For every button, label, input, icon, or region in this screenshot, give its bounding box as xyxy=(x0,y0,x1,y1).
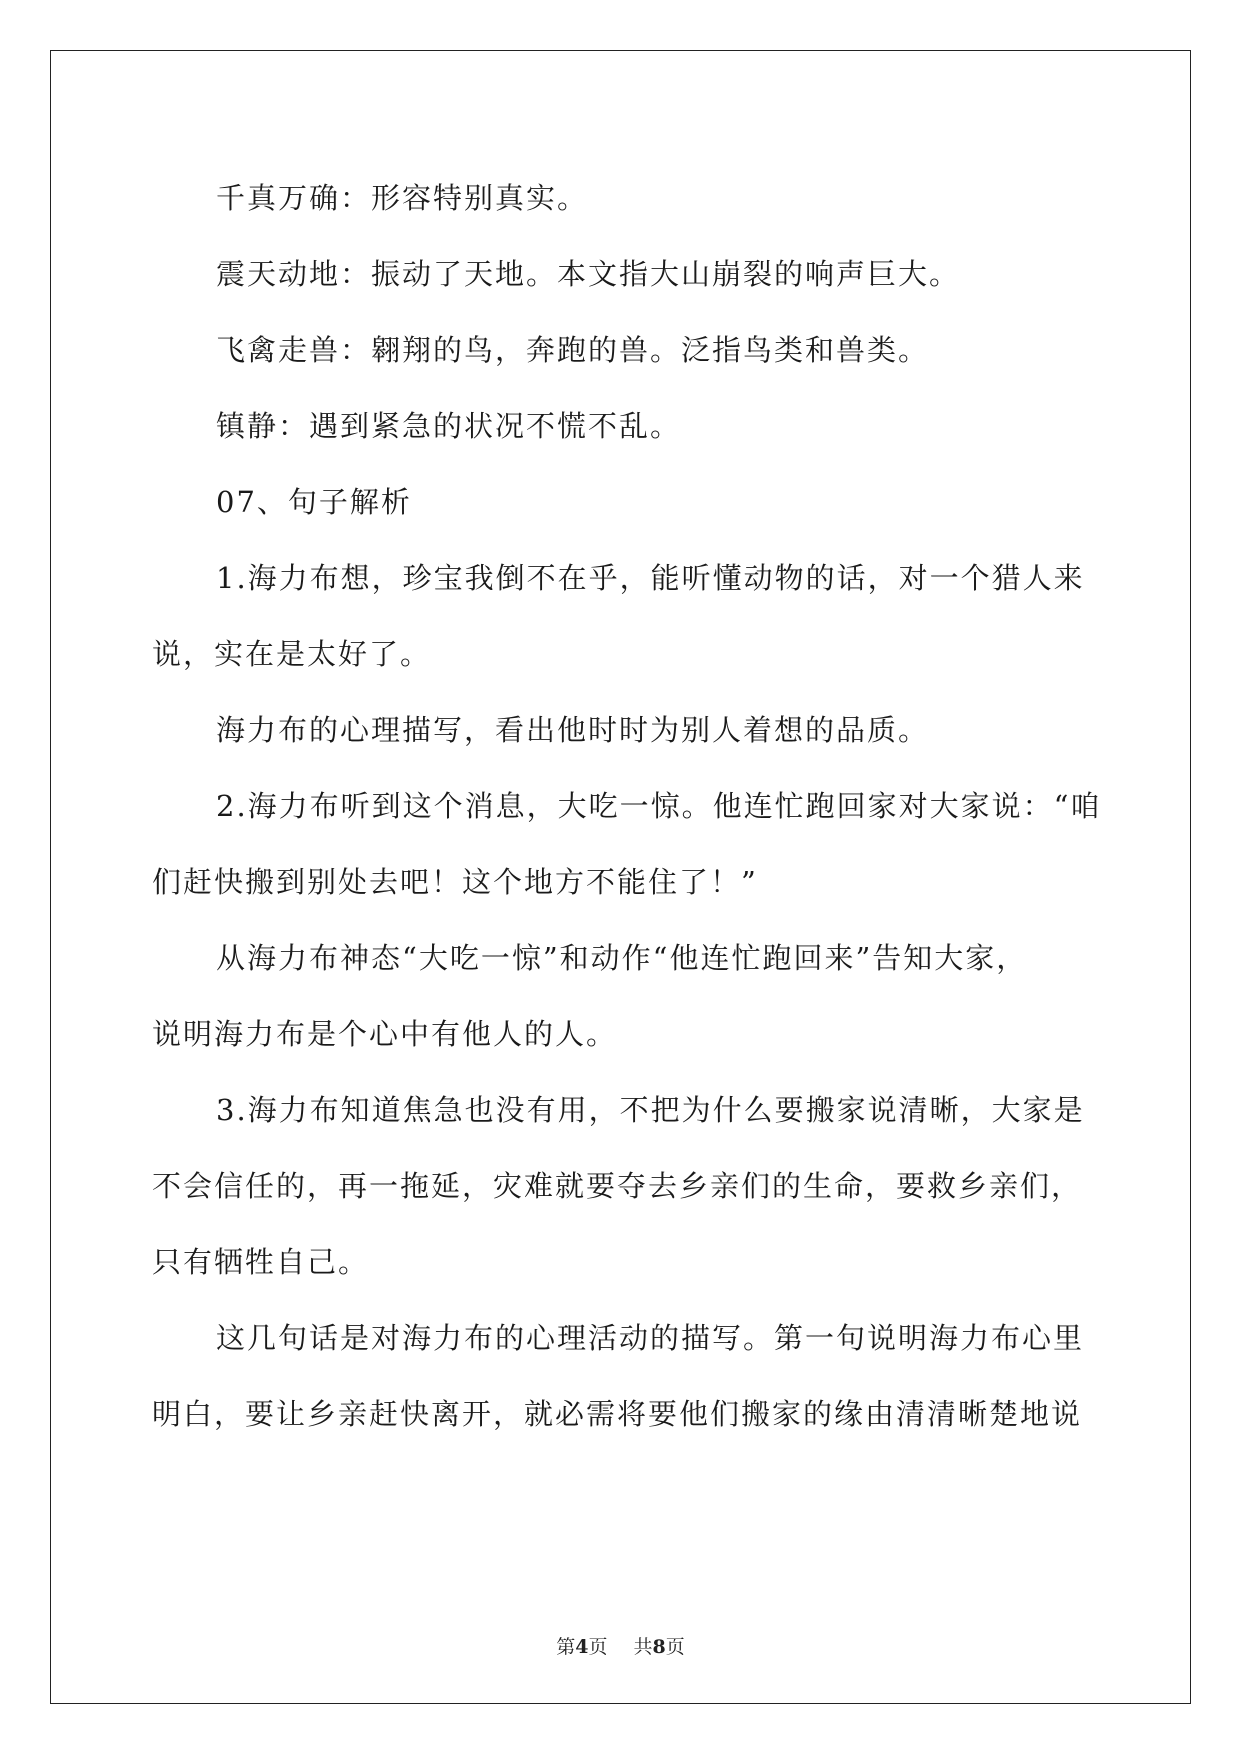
text-line: 千真万确：形容特别真实。 xyxy=(216,181,589,215)
total-pages: 8 xyxy=(652,1636,666,1658)
paragraph xyxy=(152,692,1092,768)
paragraph xyxy=(152,312,1092,388)
paragraph xyxy=(152,160,1092,236)
text-line: 从海力布神态“大吃一惊”和动作“他连忙跑回来”告知大家， xyxy=(216,941,1028,975)
page-suffix: 页 xyxy=(588,1636,608,1658)
page-prefix: 第 xyxy=(556,1636,576,1658)
text-line: 1.海力布想，珍宝我倒不在乎，能听懂动物的话，对一个猎人来 xyxy=(216,561,1085,595)
paragraph xyxy=(152,768,1102,920)
paragraph xyxy=(152,1300,1092,1452)
text-line: 这几句话是对海力布的心理活动的描写。第一句说明海力布心里 xyxy=(216,1321,1085,1355)
paragraph xyxy=(152,540,1092,692)
text-line: 不会信任的，再一拖延，灾难就要夺去乡亲们的生命，要救乡亲们， xyxy=(152,1169,1083,1203)
paragraph xyxy=(152,236,1092,312)
text-line: 2.海力布听到这个消息，大吃一惊。他连忙跑回家对大家说：“咱 xyxy=(216,789,1102,823)
section-heading xyxy=(152,464,1092,540)
paragraph xyxy=(152,388,1092,464)
text-line: 说，实在是太好了。 xyxy=(152,637,432,671)
text-line: 镇静：遇到紧急的状况不慌不乱。 xyxy=(216,409,682,443)
text-line: 07、句子解析 xyxy=(216,485,412,519)
text-line: 明白，要让乡亲赶快离开，就必需将要他们搬家的缘由清清晰楚地说 xyxy=(152,1397,1083,1431)
document-body xyxy=(152,160,1102,1452)
total-suffix: 页 xyxy=(665,1636,685,1658)
text-line: 飞禽走兽：翱翔的鸟，奔跑的兽。泛指鸟类和兽类。 xyxy=(216,333,930,367)
text-line: 们赶快搬到别处去吧！这个地方不能住了！” xyxy=(152,865,758,899)
text-line: 震天动地：振动了天地。本文指大山崩裂的响声巨大。 xyxy=(216,257,961,291)
paragraph xyxy=(152,1072,1092,1300)
total-prefix: 共 xyxy=(633,1636,653,1658)
page-number: 4 xyxy=(575,1636,589,1658)
text-line: 3.海力布知道焦急也没有用，不把为什么要搬家说清晰，大家是 xyxy=(216,1093,1085,1127)
text-line: 只有牺牲自己。 xyxy=(152,1245,370,1279)
text-line: 说明海力布是个心中有他人的人。 xyxy=(152,1017,618,1051)
paragraph xyxy=(152,920,1092,1072)
page-footer xyxy=(0,1632,1241,1659)
text-line: 海力布的心理描写，看出他时时为别人着想的品质。 xyxy=(216,713,930,747)
